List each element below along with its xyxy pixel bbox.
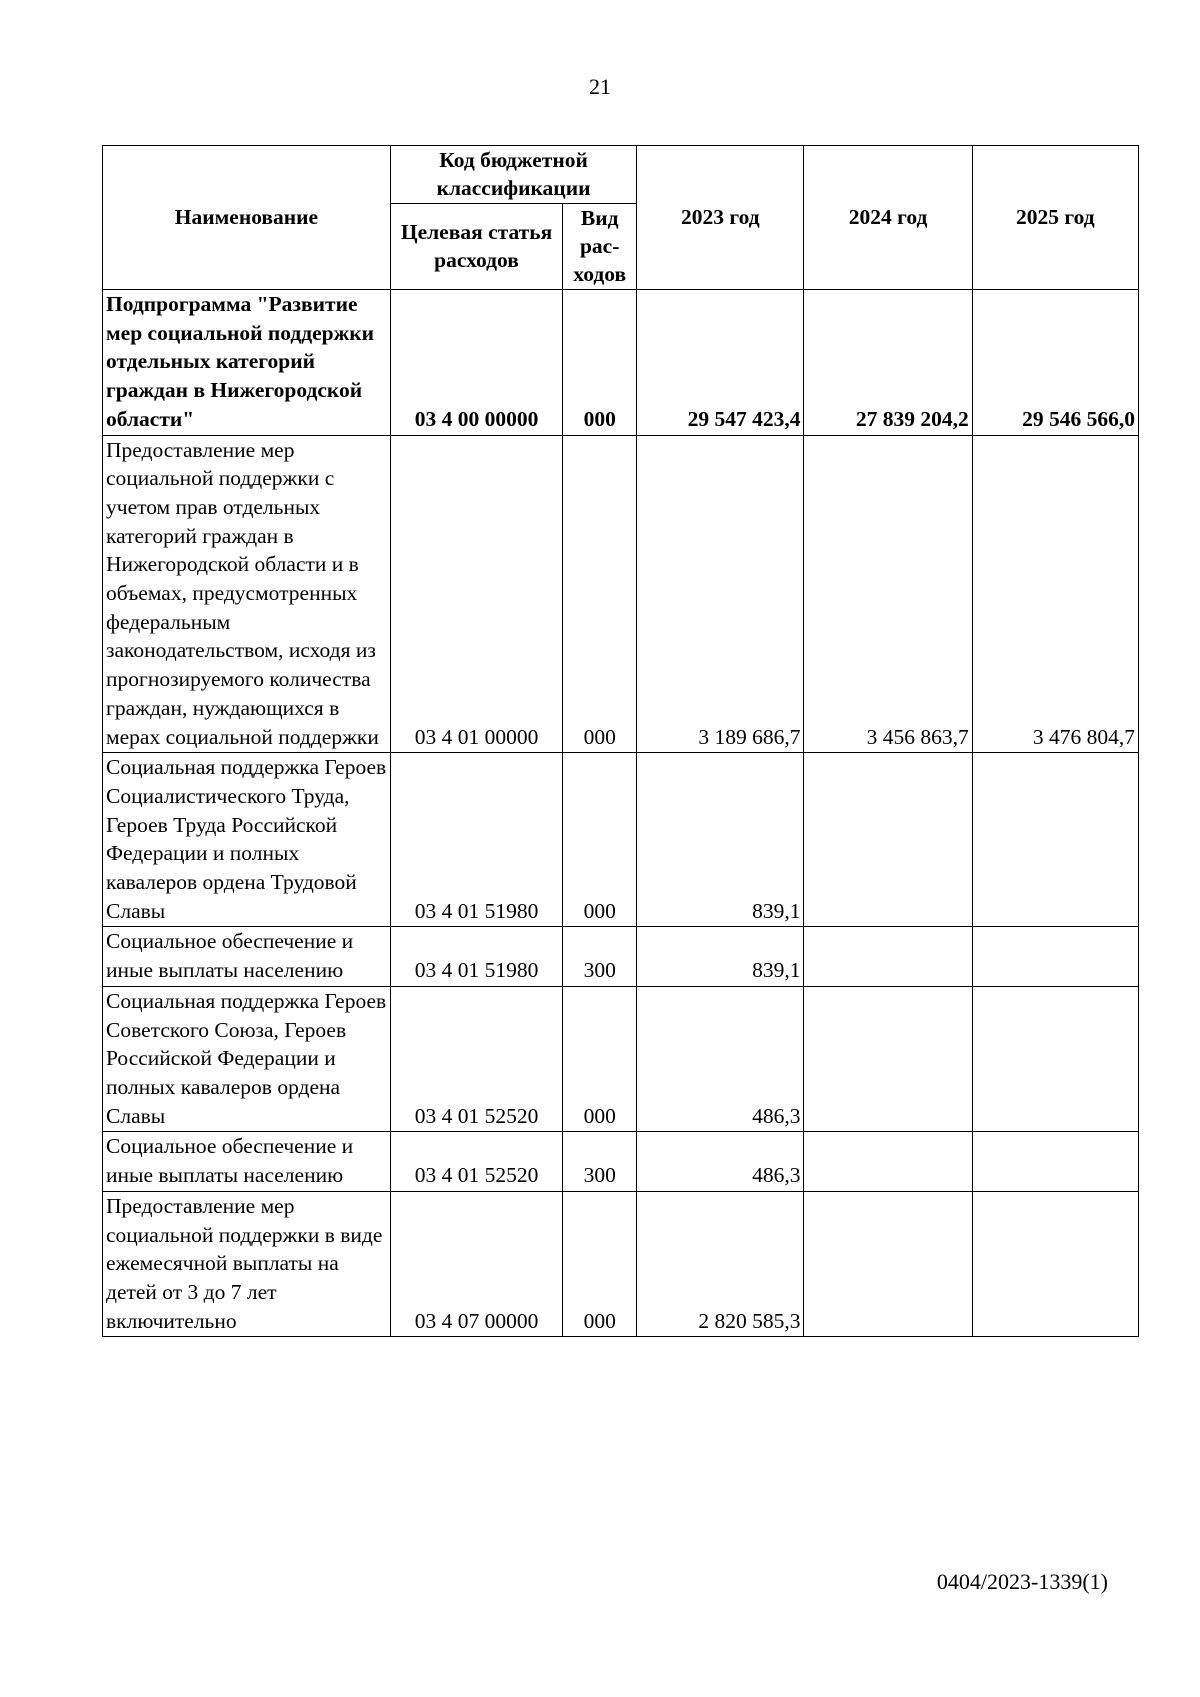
row-value-2024 [804,1191,972,1337]
row-expense-kind: 000 [563,290,637,436]
row-value-2024 [804,927,972,986]
table-row [103,986,1139,1132]
row-value-2023: 29 547 423,4 [637,290,804,436]
header-expense-kind: Вид рас-ходов [563,204,637,290]
row-value-2024 [804,986,972,1132]
header-budget-classification: Код бюджетной классификации [390,146,636,204]
row-target-code: 03 4 07 00000 [390,1191,562,1337]
table-row [103,927,1139,986]
row-target-code: 03 4 01 00000 [390,435,562,753]
row-value-2024 [804,1132,972,1191]
row-target-code: 03 4 00 00000 [390,290,562,436]
row-name: Предоставление мер социальной поддержки в виде ежемесячной выплаты на детей от 3 до 7 лет включительно [103,1191,391,1337]
row-name: Подпрограмма "Развитие мер социальной поддержки отдельных категорий граждан в Нижегородской области" [103,290,391,436]
header-name: Наименование [103,146,391,290]
row-expense-kind: 300 [563,1132,637,1191]
row-name: Социальное обеспечение и иные выплаты населению [103,1132,391,1191]
row-value-2023: 3 189 686,7 [637,435,804,753]
row-name: Предоставление мер социальной поддержки с учетом прав отдельных категорий граждан в Нижегородской области и в объемах, предусмотренных федеральным законодательством, исходя из прогнозируемого количества граждан, нуждающихся в мерах социальной поддержки [103,435,391,753]
row-target-code: 03 4 01 52520 [390,1132,562,1191]
row-value-2025 [972,1132,1138,1191]
row-value-2023: 486,3 [637,986,804,1132]
budget-table [102,145,1139,1337]
row-value-2025 [972,927,1138,986]
table-row [103,1132,1139,1191]
row-expense-kind: 000 [563,435,637,753]
header-2024: 2024 год [804,146,972,290]
header-2023: 2023 год [637,146,804,290]
row-expense-kind: 300 [563,927,637,986]
row-value-2024: 27 839 204,2 [804,290,972,436]
header-2025: 2025 год [972,146,1138,290]
row-value-2023: 839,1 [637,753,804,927]
row-value-2025: 3 476 804,7 [972,435,1138,753]
table-row [103,435,1139,753]
row-value-2023: 486,3 [637,1132,804,1191]
table-row [103,753,1139,927]
row-value-2023: 839,1 [637,927,804,986]
row-value-2023: 2 820 585,3 [637,1191,804,1337]
table-row [103,1191,1139,1337]
row-expense-kind: 000 [563,753,637,927]
header-target-article: Целевая статья расходов [390,204,562,290]
row-name: Социальная поддержка Героев Советского Союза, Героев Российской Федерации и полных кавалеров ордена Славы [103,986,391,1132]
row-expense-kind: 000 [563,986,637,1132]
row-value-2025 [972,1191,1138,1337]
document-code: 0404/2023-1339(1) [936,1569,1108,1594]
row-target-code: 03 4 01 52520 [390,986,562,1132]
row-expense-kind: 000 [563,1191,637,1337]
table-row [103,290,1139,436]
header-row-group [103,146,1139,204]
row-target-code: 03 4 01 51980 [390,753,562,927]
row-value-2024 [804,753,972,927]
row-value-2024: 3 456 863,7 [804,435,972,753]
page-number: 21 [589,74,611,99]
row-name: Социальное обеспечение и иные выплаты населению [103,927,391,986]
row-value-2025: 29 546 566,0 [972,290,1138,436]
row-name: Социальная поддержка Героев Социалистического Труда, Героев Труда Российской Федерации и полных кавалеров ордена Трудовой Славы [103,753,391,927]
row-target-code: 03 4 01 51980 [390,927,562,986]
row-value-2025 [972,986,1138,1132]
row-value-2025 [972,753,1138,927]
